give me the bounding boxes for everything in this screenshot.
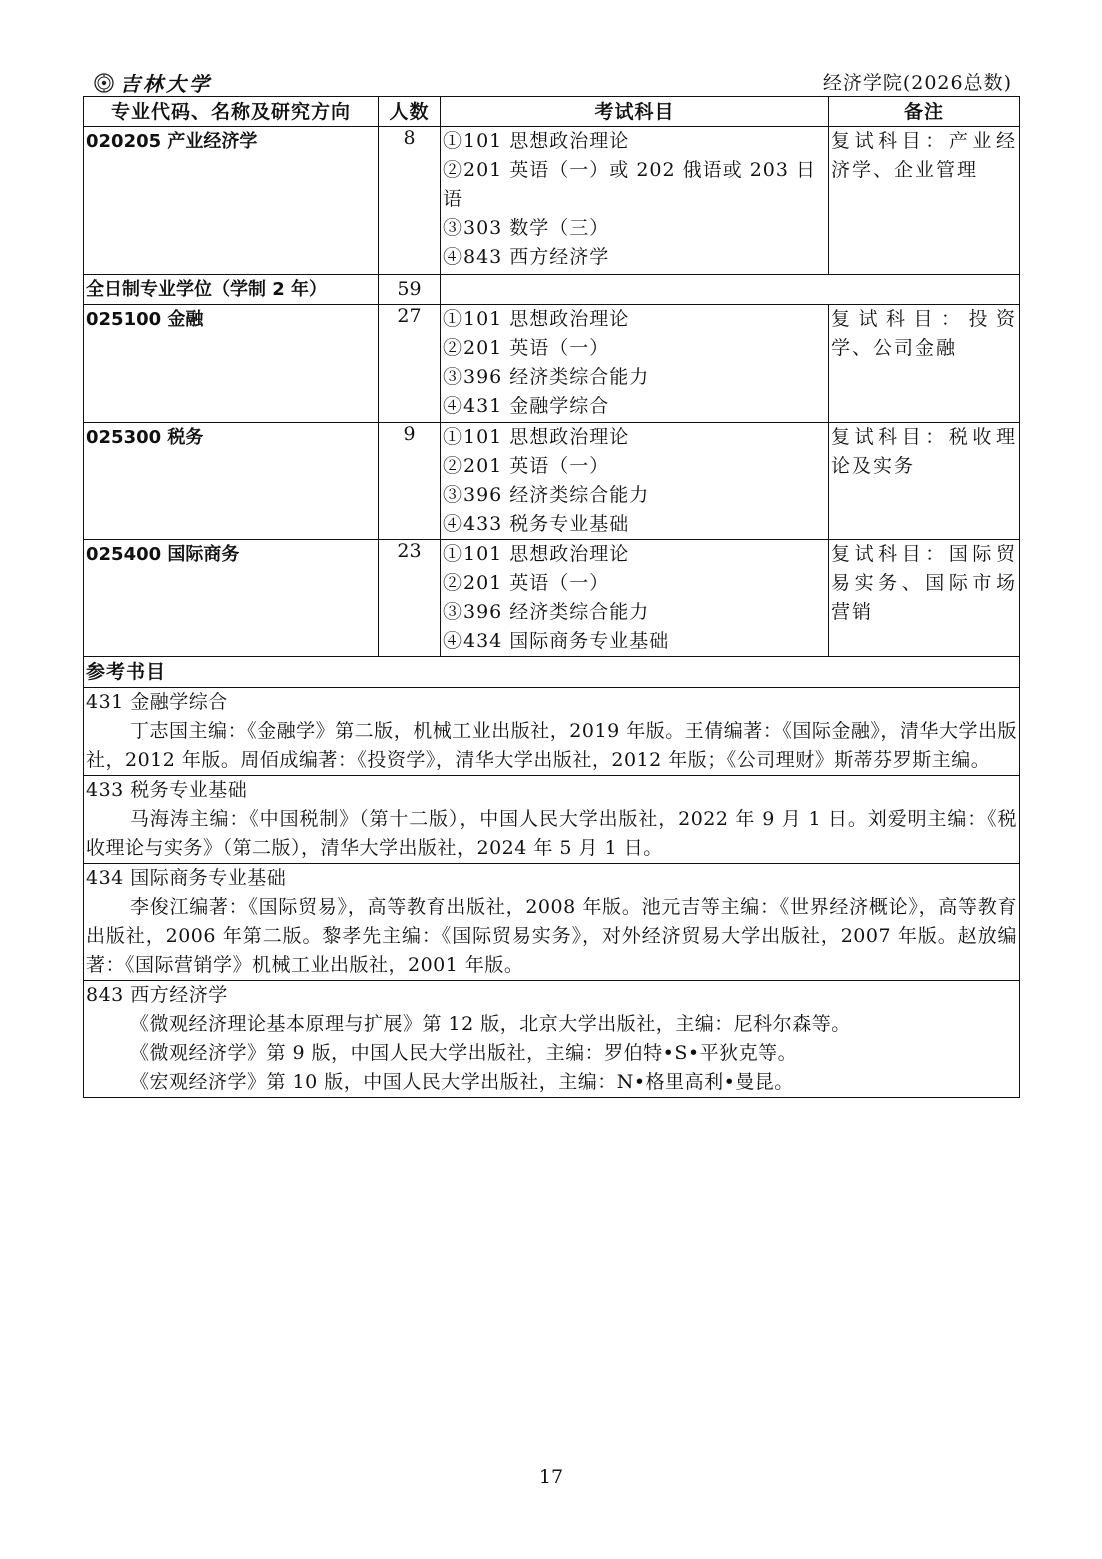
subject-item: ②201 英语（一） — [443, 337, 610, 359]
count-cell: 8 — [379, 127, 441, 275]
subject-item: ②201 英语（一） — [443, 572, 610, 594]
count-cell: 59 — [379, 275, 441, 305]
count-cell: 23 — [379, 540, 441, 657]
major-cell: 025300 税务 — [84, 423, 379, 540]
admission-table — [83, 96, 1020, 1098]
header-subjects: 考试科目 — [441, 97, 829, 127]
header-note: 备注 — [829, 97, 1020, 127]
reference-code: 843 西方经济学 — [86, 984, 228, 1006]
subject-item: ①101 思想政治理论 — [443, 308, 630, 330]
reference-row — [84, 864, 1020, 981]
reference-row — [84, 776, 1020, 864]
subject-item: ④843 西方经济学 — [443, 246, 610, 268]
count-cell: 27 — [379, 305, 441, 423]
reference-text: 《宏观经济学》第 10 版，中国人民大学出版社，主编：N•格里高利•曼昆。 — [130, 1071, 794, 1093]
subject-item: ④431 金融学综合 — [443, 395, 610, 417]
subjects-cell — [441, 127, 829, 275]
subject-item: ①101 思想政治理论 — [443, 130, 630, 152]
header-count: 人数 — [379, 97, 441, 127]
subject-item: ①101 思想政治理论 — [443, 426, 630, 448]
reference-text: 马海涛主编：《中国税制》（第十二版），中国人民大学出版社，2022 年 9 月 1 日。刘爱明主编：《税收理论与实务》（第二版），清华大学出版社，2024 年 5 月 1 日。 — [86, 808, 1017, 859]
reference-row — [84, 688, 1020, 776]
table-row — [84, 423, 1020, 540]
table-row — [84, 127, 1020, 275]
table-row — [84, 305, 1020, 423]
reference-text: 丁志国主编：《金融学》第二版，机械工业出版社，2019 年版。王倩编著：《国际金融》，清华大学出版社，2012 年版。周佰成编著：《投资学》，清华大学出版社，2012 年版；《公司理财》斯蒂芬罗斯主编。 — [86, 720, 1017, 771]
university-logo — [94, 68, 212, 97]
subject-item: ①101 思想政治理论 — [443, 543, 630, 565]
note-cell: 复试科目：投资学、公司金融 — [829, 305, 1020, 423]
subject-item: ④433 税务专业基础 — [443, 513, 630, 535]
note-cell: 复试科目：税收理论及实务 — [829, 423, 1020, 540]
reference-code: 431 金融学综合 — [86, 691, 228, 713]
major-cell: 025100 金融 — [84, 305, 379, 423]
reference-code: 433 税务专业基础 — [86, 779, 248, 801]
references-title-row — [84, 657, 1020, 688]
note-cell: 复试科目：产业经济学、企业管理 — [829, 127, 1020, 275]
reference-text: 《微观经济学》第 9 版，中国人民大学出版社，主编：罗伯特•S•平狄克等。 — [130, 1042, 798, 1064]
page-header — [84, 68, 1018, 96]
reference-text: 李俊江编著：《国际贸易》，高等教育出版社，2008 年版。池元吉等主编：《世界经济概论》，高等教育出版社，2006 年第二版。黎孝先主编：《国际贸易实务》，对外经济贸易大学出版社，2007 年版。赵放编著：《国际营销学》机械工业出版社，2001 年版。 — [86, 896, 1017, 976]
reference-code: 434 国际商务专业基础 — [86, 867, 287, 889]
table-header-row — [84, 97, 1020, 127]
subject-item: ②201 英语（一）或 202 俄语或 203 日语 — [443, 159, 816, 210]
logo-text: 吉林大学 — [120, 72, 212, 96]
subject-item: ③396 经济类综合能力 — [443, 601, 650, 623]
reference-text: 《微观经济理论基本原理与扩展》第 12 版，北京大学出版社，主编：尼科尔森等。 — [130, 1013, 851, 1035]
subject-item: ③303 数学（三） — [443, 217, 610, 239]
references-title: 参考书目 — [84, 657, 1020, 688]
reference-row — [84, 981, 1020, 1098]
department-title: 经济学院(2026总数) — [822, 72, 1012, 94]
subjects-cell — [441, 305, 829, 423]
count-cell: 9 — [379, 423, 441, 540]
university-seal-icon — [94, 73, 114, 93]
subject-item: ④434 国际商务专业基础 — [443, 630, 670, 652]
subjects-cell — [441, 423, 829, 540]
subject-item: ②201 英语（一） — [443, 455, 610, 477]
subjects-cell — [441, 540, 829, 657]
section-row — [84, 275, 1020, 305]
major-cell: 020205 产业经济学 — [84, 127, 379, 275]
section-label: 全日制专业学位（学制 2 年） — [84, 275, 379, 305]
major-cell: 025400 国际商务 — [84, 540, 379, 657]
subject-item: ③396 经济类综合能力 — [443, 484, 650, 506]
page-number: 17 — [538, 1466, 564, 1488]
table-row — [84, 540, 1020, 657]
header-major: 专业代码、名称及研究方向 — [84, 97, 379, 127]
subject-item: ③396 经济类综合能力 — [443, 366, 650, 388]
empty-cell — [441, 275, 1020, 305]
note-cell: 复试科目：国际贸易实务、国际市场营销 — [829, 540, 1020, 657]
